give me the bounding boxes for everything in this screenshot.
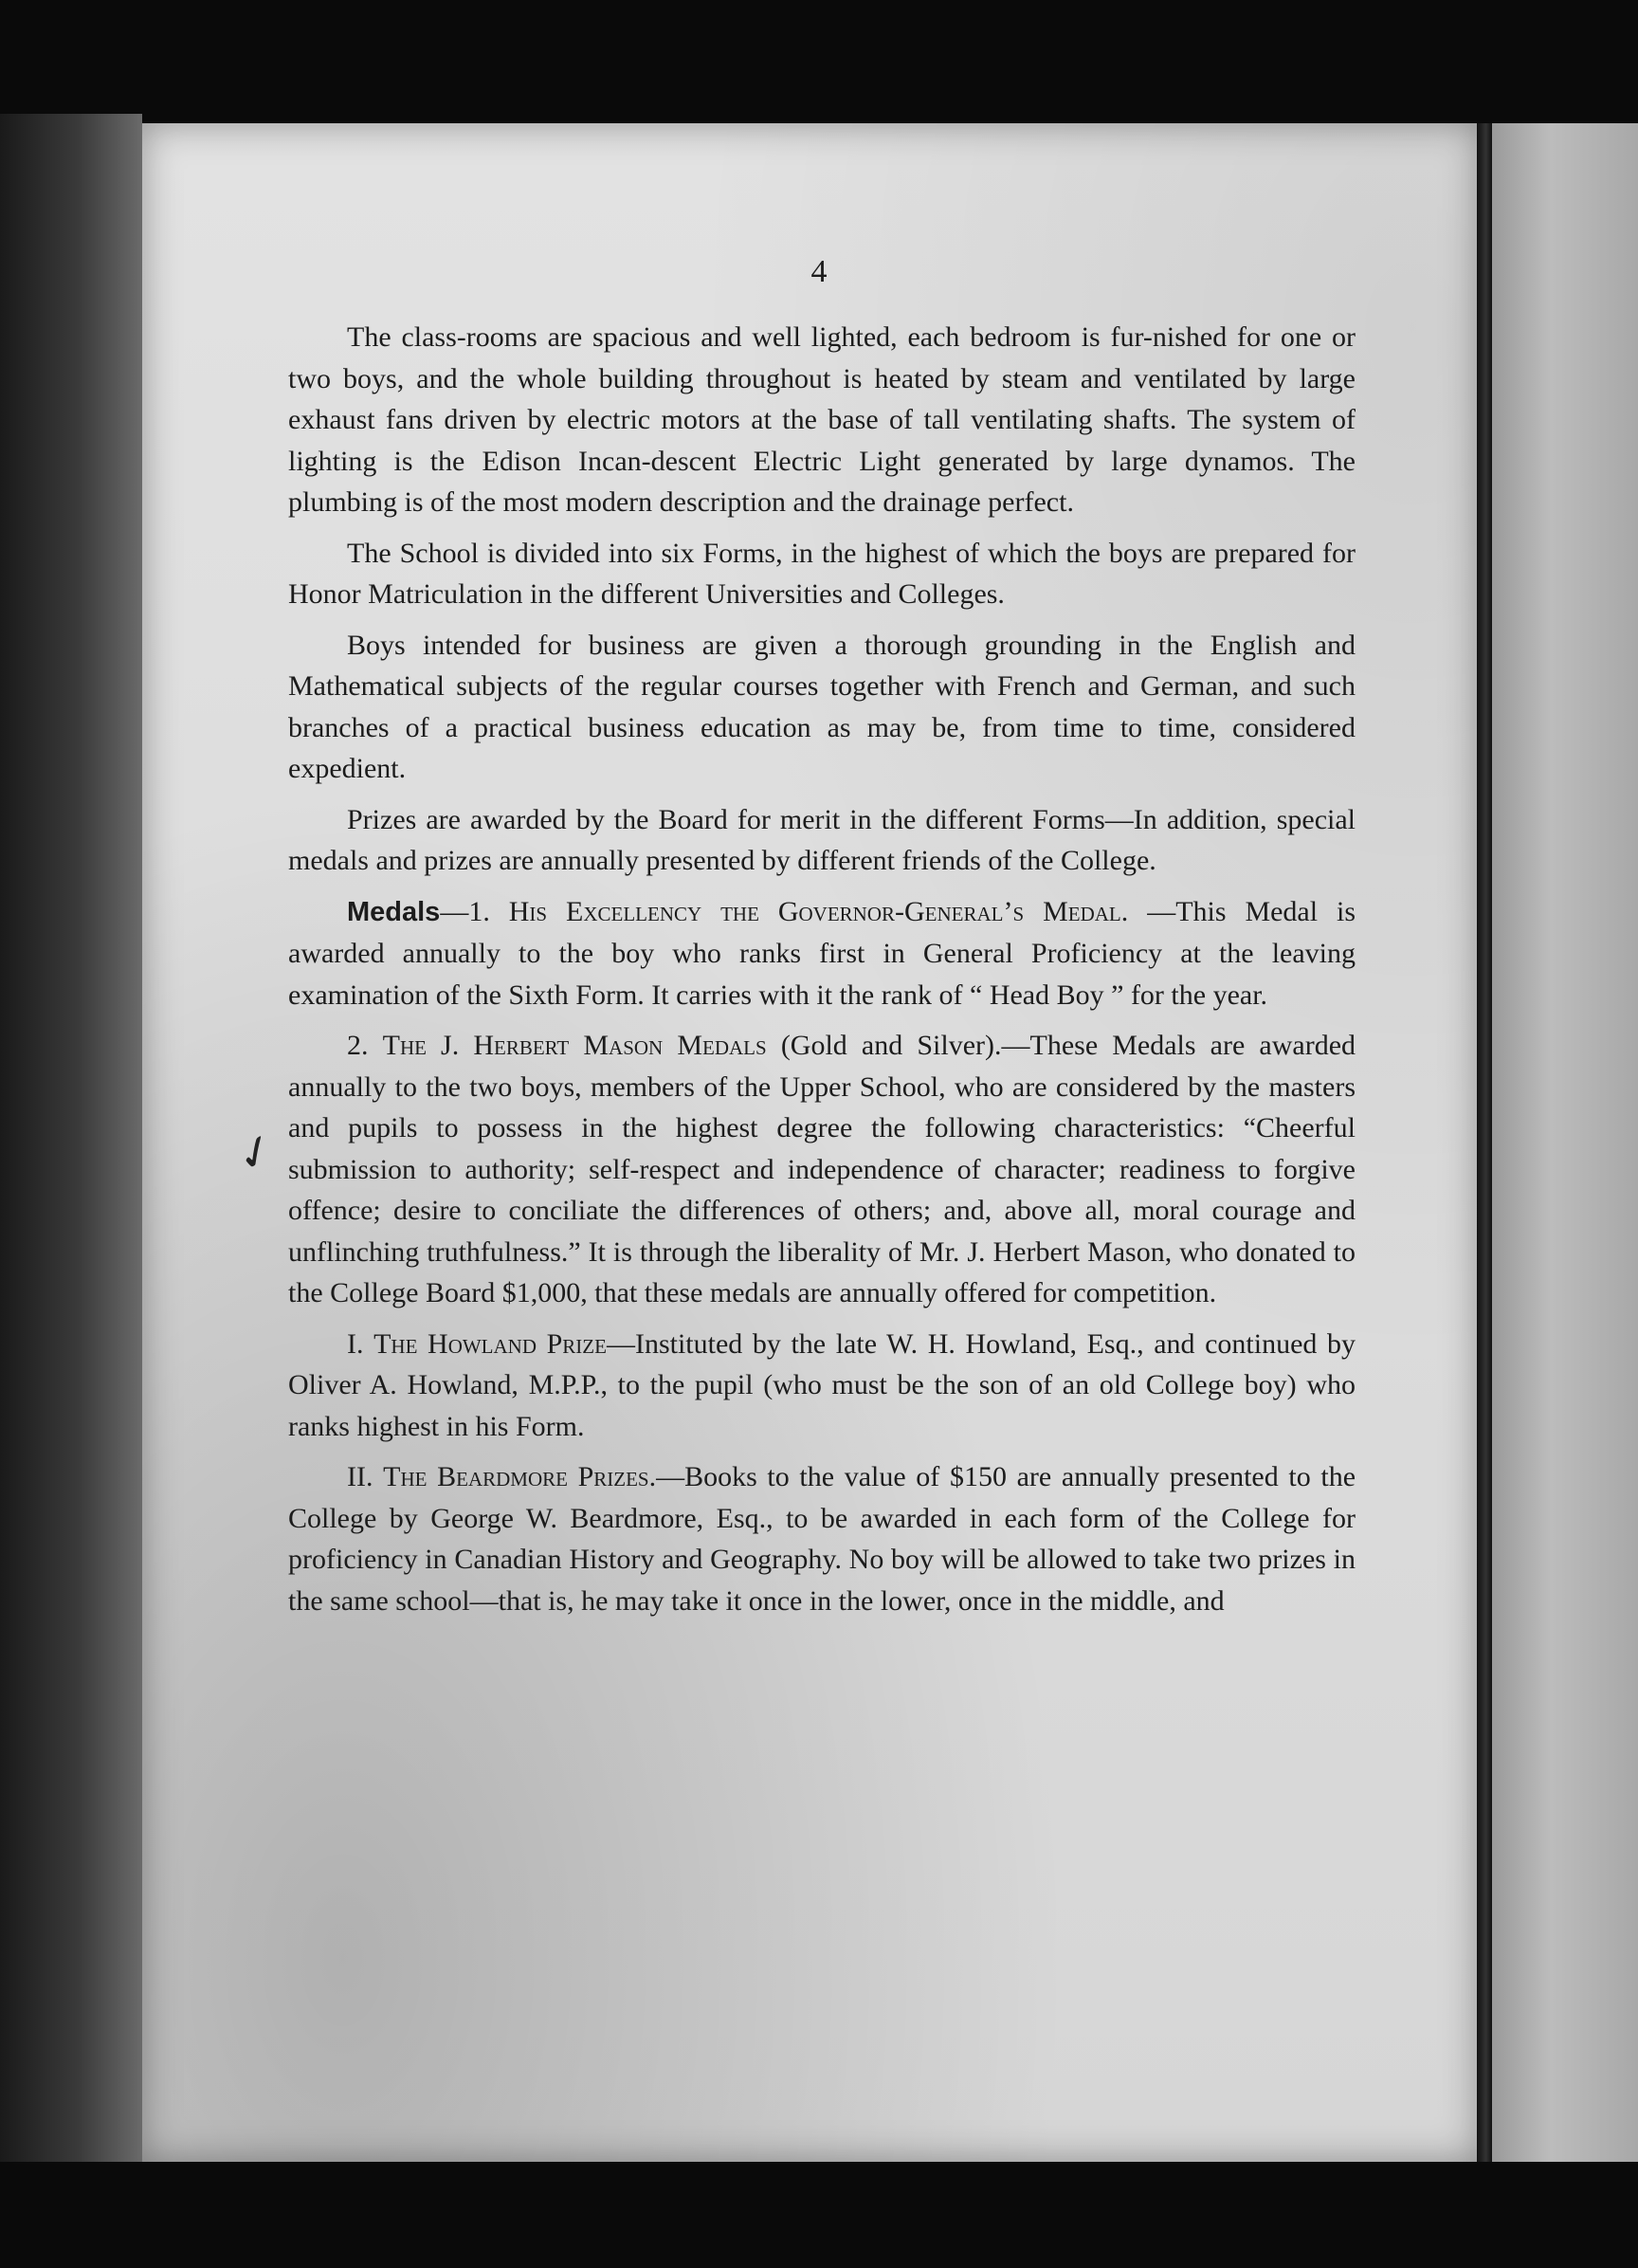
prize-1-text: —Instituted by the late W. H. Howland, Esq., and continued by Oliver A. Howland, M.P.P., to the pupil (who must be the son of an old College boy) who ranks highest in his Form.: [288, 1327, 1356, 1442]
paragraph-prizes: Prizes are awarded by the Board for merit in the different Forms—In addition, special medals and prizes are annually presented by different friends of the College.: [288, 803, 1356, 876]
paragraph-governor-general-medal: [288, 891, 1356, 1016]
page-fold-shadow: [1477, 123, 1492, 2162]
paragraph-classrooms: The class-rooms are spacious and well lighted, each bedroom is fur-nished for one or two boys, and the whole building throughout is heated by steam and ventilated by large exhaust fans driven by electric motors at the base of tall ventilating shafts. The system of lighting is the Edison Incan-descent Electric Light generated by large dynamos. The plumbing is of the most modern description and the drainage perfect.: [288, 321, 1356, 518]
prize-1-number: I.: [347, 1327, 364, 1360]
medal-1-text: —This Medal is awarded annually to the boy who ranks first in General Proficiency at the leaving examination of the Sixth Form. It carries with it the rank of “ Head Boy ” for the year.: [288, 895, 1356, 1011]
paragraph-beardmore-prizes: [288, 1456, 1356, 1621]
medals-heading: Medals: [347, 896, 441, 927]
handwritten-check-mark: ✓: [228, 1122, 284, 1184]
left-binding-strip: [0, 114, 142, 2162]
prize-1-title: The Howland Prize: [373, 1327, 607, 1360]
medal-2-title: The J. Herbert Mason Medals: [382, 1030, 767, 1061]
medal-2-text: (Gold and Silver).—These Medals are awarded annually to the two boys, members of the Upper School, who are considered by the masters and pupils to possess in the highest degree the following characteristics: “Cheerful submission to authority; self-respect and independence of character; readiness to forgive offence; desire to conciliate the differences of others; and, above all, moral courage and unflinching truthfulness.” It is through the liberality of Mr. J. Herbert Mason, who donated to the College Board $1,000, that these medals are annually offered for competition.: [288, 1030, 1356, 1308]
facing-page-edge: [1492, 123, 1638, 2162]
medal-2-number: 2.: [347, 1030, 369, 1061]
body-text: [288, 317, 1356, 1631]
paragraph-forms: The School is divided into six Forms, in the highest of which the boys are prepared for Honor Matriculation in the different Universities and Colleges.: [288, 537, 1356, 610]
page-number: 4: [810, 254, 828, 289]
medal-1-number: —1.: [440, 895, 490, 927]
prize-2-title: The Beardmore Prizes.: [383, 1461, 657, 1492]
prize-2-number: II.: [347, 1461, 373, 1492]
paragraph-business: Boys intended for business are given a thorough grounding in the English and Mathematical subjects of the regular courses together with French and German, and such branches of a practical business education as may be, from time to time, considered expedient.: [288, 629, 1356, 784]
prize-2-text: —Books to the value of $150 are annually presented to the College by George W. Beardmore, Esq., to be awarded in each form of the College for proficiency in Canadian History and Geography. No boy will be allowed to take two prizes in the same school—that is, he may take it once in the lower, once in the middle, and: [288, 1461, 1356, 1617]
paragraph-mason-medals: [288, 1025, 1356, 1314]
medal-1-title: His Excellency the Governor-General’s Medal.: [508, 895, 1129, 927]
paragraph-howland-prize: [288, 1324, 1356, 1448]
